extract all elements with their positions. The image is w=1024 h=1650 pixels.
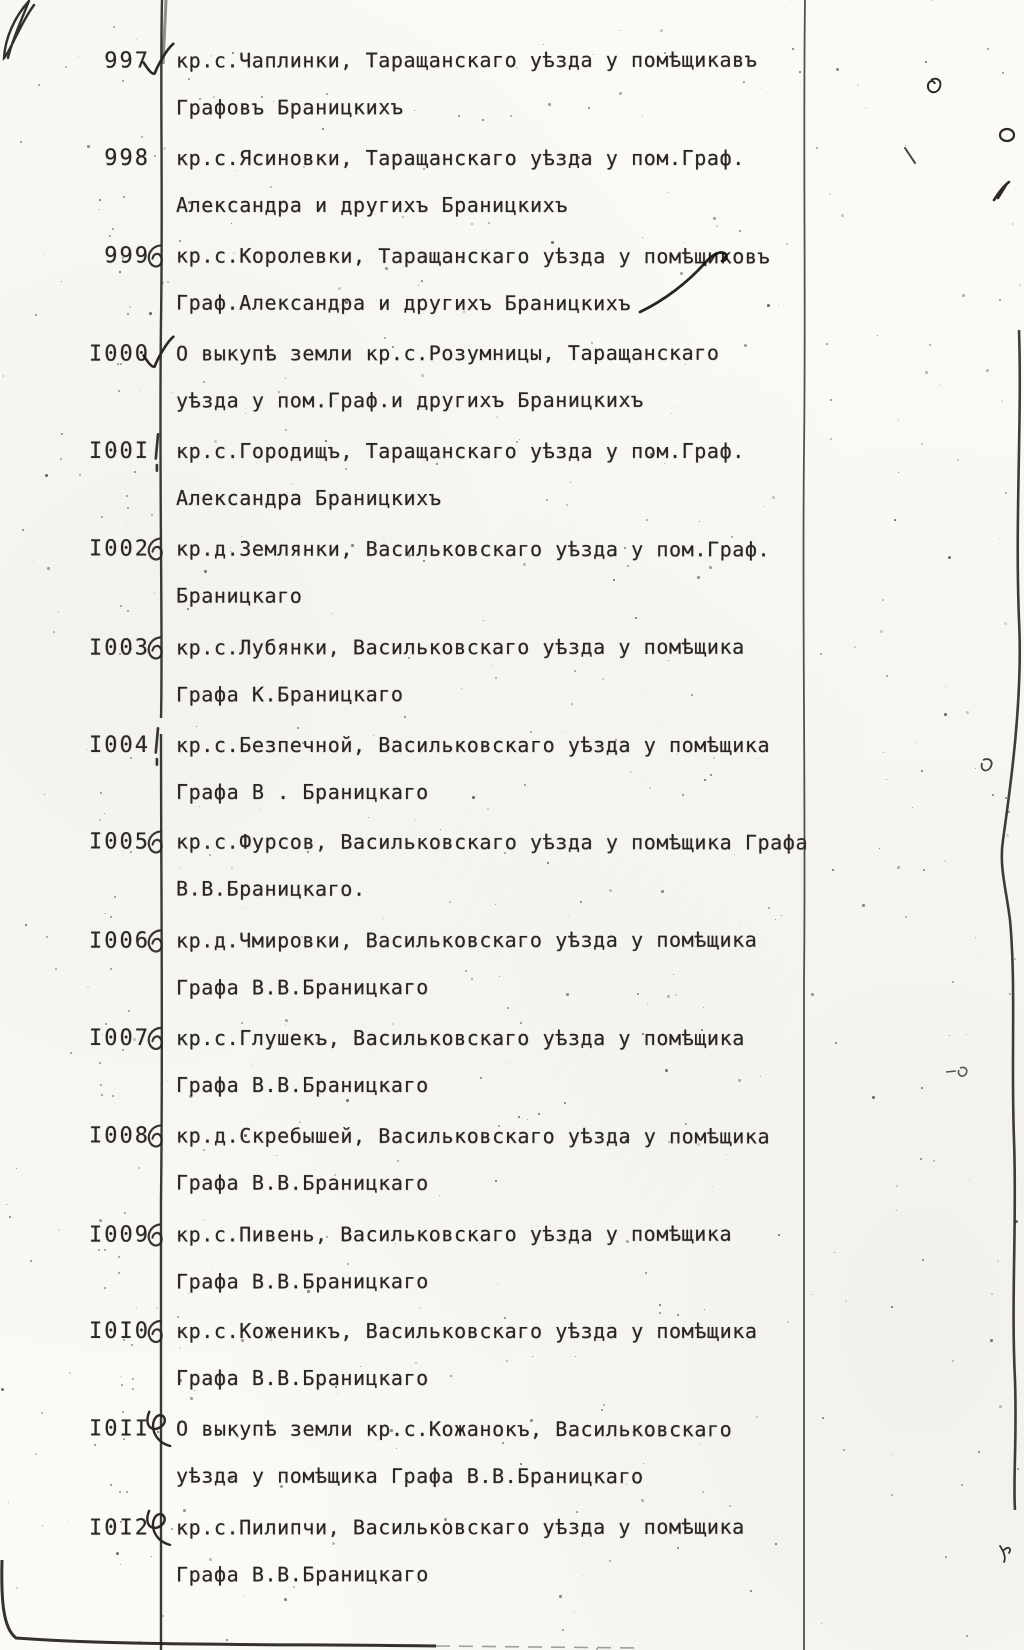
register-entry [0,1123,1024,1220]
register-entry [0,439,1024,535]
entry-number: 998 [104,146,150,171]
register-entry [0,243,1024,340]
entry-text-line-1: кр.с.Пилипчи, Васильковскаго уѣзда у помѣщика [175,1514,745,1540]
entry-text-line-2: уѣзда у пом.Граф.и другихъ Браницкихъ [175,387,644,413]
entry-text-line-1: кр.с.Чаплинки, Таращанскаго уѣзда у помѣщикавъ [175,47,758,73]
entry-text-line-1: кр.с.Лубянки, Васильковскаго уѣзда у помѣщика [175,634,745,660]
pen-tick-icon [140,528,176,572]
register-entry [0,927,1024,1024]
speck [620,30,621,31]
pen-tick-icon [140,40,176,84]
pen-tick-icon [140,235,176,279]
pen-tick-icon [140,920,176,964]
pen-tick-icon [140,725,176,769]
entry-text-line-2: Александра и другихъ Браницкихъ [176,193,568,217]
pen-tick-icon [140,1311,176,1355]
pen-tick-icon [140,333,176,377]
entry-text-line-1: кр.с.Королевки, Таращанскаго уѣзда у помѣщиковъ [176,243,771,269]
register-entry [0,1026,1024,1122]
entry-text-line-2: Графа К.Браницкаго [175,682,404,707]
register-entry [0,340,1024,437]
entry-number: I005 [89,829,151,855]
entry-text-line-1: кр.д.Чмировки, Васильковскаго уѣзда у помѣщика [175,927,758,953]
register-entry [0,1416,1024,1513]
entry-number: I009 [88,1222,150,1248]
entry-number: I008 [89,1123,151,1149]
entry-number: I000 [88,341,150,367]
register-entry [0,1319,1024,1415]
speck [562,731,563,732]
entry-text-line-2: Графа В.В.Браницкаго [175,1170,429,1195]
entry-number: I006 [88,928,150,954]
register-entry [0,47,1024,144]
speck [931,0,932,1]
pen-tick-icon [140,821,176,865]
entry-text-line-2: Браницкаго [175,583,303,608]
speck [596,1648,598,1650]
speck [660,29,663,32]
register-entry [0,146,1024,242]
entry-text-line-1: кр.с.Ясиновки, Таращанскаго уѣзда у пом.Граф. [176,146,745,170]
pen-tick-icon [140,1214,176,1258]
entry-text-line-1: кр.с.Фурсов, Васильковскаго уѣзда у помѣщика Графа [176,829,809,855]
entry-number: I00I [89,439,150,464]
speck [790,0,791,1]
entry-text-line-1: кр.с.Коженикъ, Васильковскаго уѣзда у помѣщика [176,1319,758,1343]
register-entry [0,1221,1024,1318]
pen-tick-icon [140,1115,176,1159]
entry-text-line-2: Графа В.В.Браницкаго [176,1366,429,1390]
pen-tick-icon [140,627,176,671]
entry-number: I0I0 [89,1319,150,1344]
entry-text-line-2: Графовъ Браницкихъ [175,95,404,120]
speck [113,26,115,28]
register-entry [0,733,1024,829]
entry-text-line-1: О выкупѣ земли кр.с.Кожанокъ, Васильковскаго [176,1416,733,1442]
register-entry [0,829,1024,926]
entry-text-line-1: кр.д.Землянки, Васильковскаго уѣзда у пом.Граф. [176,536,771,562]
register-entry [0,1514,1024,1611]
entry-number: 999 [104,243,151,269]
entry-number: I003 [88,635,150,661]
pen-tick-icon [140,1018,176,1062]
entry-text-line-2: Графа В.В.Браницкаго [175,1269,429,1294]
entry-number: I007 [89,1026,150,1051]
entry-text-line-1: кр.с.Пивень, Васильковскаго уѣзда у помѣщика [175,1221,733,1247]
entry-text-line-1: кр.с.Глушекъ, Васильковскаго уѣзда у помѣщика [176,1026,745,1050]
entry-text-line-2: уѣзда у помѣщика Графа В.В.Браницкаго [175,1463,644,1489]
entry-text-line-2: Графа В . Браницкаго [176,780,429,804]
entry-number: 997 [104,48,150,74]
entry-text-line-2: В.В.Браницкаго. [175,876,366,901]
entry-text-line-2: Граф.Александра и другихъ Браницкихъ [175,290,632,316]
speck [683,242,684,243]
entry-number: I004 [89,733,150,758]
entry-text-line-2: Александра Браницкихъ [176,486,442,510]
register-entry [0,634,1024,731]
entry-text-line-2: Графа В.В.Браницкаго [175,975,429,1000]
entry-number: I0II [89,1416,151,1442]
speck [574,1611,575,1612]
entry-number: I0I2 [88,1515,150,1541]
speck [226,1639,228,1641]
register-entry [0,536,1024,633]
entry-text-line-1: О выкупѣ земли кр.с.Розумницы, Таращанскаго [175,340,720,366]
pen-tick-icon [140,1507,176,1551]
entry-text-line-2: Графа В.В.Браницкаго [176,1073,429,1097]
pen-tick-icon [140,138,176,182]
entry-text-line-1: кр.д.Скребышей, Васильковскаго уѣзда у помѣщика [176,1123,771,1149]
pen-tick-icon [140,1408,176,1452]
pen-tick-icon [140,431,176,475]
entry-text-line-1: кр.с.Безпечной, Васильковскаго уѣзда у помѣщика [176,733,771,757]
entry-number: I002 [89,536,151,562]
entry-text-line-2: Графа В.В.Браницкаго [175,1562,429,1587]
entry-text-line-1: кр.с.Городищъ, Таращанскаго уѣзда у пом.Граф. [176,439,745,463]
